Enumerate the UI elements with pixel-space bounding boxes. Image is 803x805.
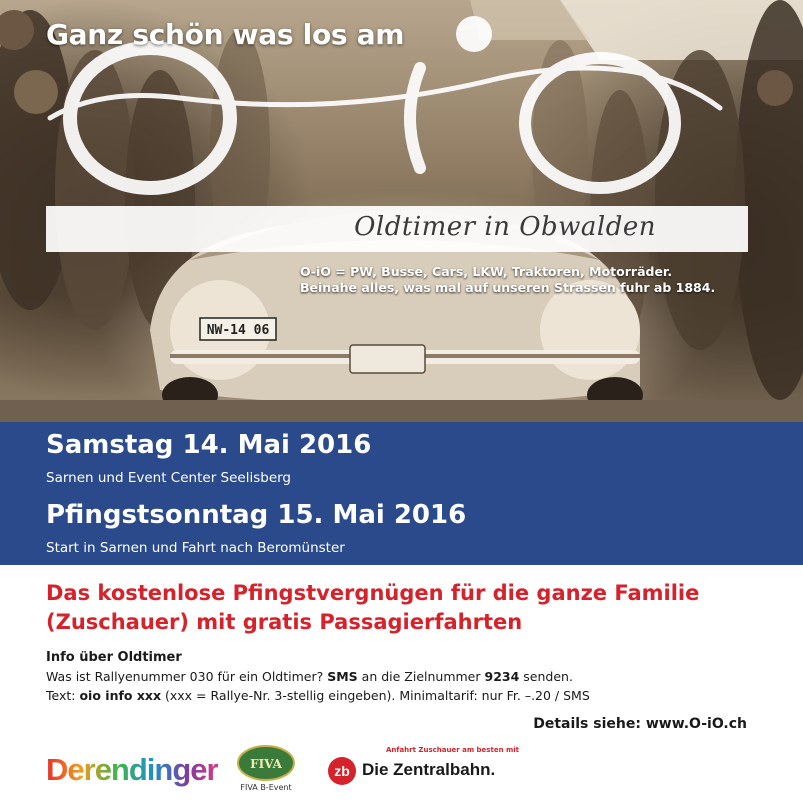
info-line-2-b: (xxx = Rallye-Nr. 3-stellig eingeben). Minimaltarif: nur Fr. –.20 / SMS	[161, 688, 590, 703]
promo-title	[46, 579, 786, 637]
zentralbahn-name: Die Zentralbahn.	[362, 760, 496, 779]
day1-location: Sarnen und Event Center Seelisberg	[46, 470, 292, 486]
promo-line-2: (Zuschauer) mit gratis Passagierfahrten	[46, 610, 523, 634]
zentralbahn-icon: zb	[328, 757, 356, 785]
info-line-1-a: Was ist Rallyenummer 030 für ein Oldtimer?	[46, 669, 328, 684]
info-sms: SMS	[327, 669, 358, 684]
subtitle: Oldtimer in Obwalden	[354, 212, 656, 242]
info-heading: Info über Oldtimer	[46, 650, 182, 665]
description-line-2: Beinahe alles, was mal auf unseren Strassen fuhr ab 1884.	[300, 280, 716, 295]
fiva-caption: FIVA B-Event	[240, 783, 292, 792]
schedule-band	[0, 422, 803, 565]
info-line-2-a: Text:	[46, 688, 80, 703]
description	[300, 264, 715, 296]
info-line-1-b: an die Zielnummer	[357, 669, 485, 684]
info-code: oio info xxx	[79, 688, 162, 703]
details-link[interactable]: Details siehe: www.O-iO.ch	[533, 716, 747, 732]
headline: Ganz schön was los am	[46, 18, 405, 51]
fiva-badge-icon	[236, 744, 296, 782]
description-line-1: O-iO = PW, Busse, Cars, LKW, Traktoren, Motorräder.	[300, 264, 673, 279]
day2-location: Start in Sarnen und Fahrt nach Beromünster	[46, 540, 345, 556]
promo-line-1: Das kostenlose Pfingstvergnügen für die ganze Familie	[46, 581, 700, 605]
info-line-2	[46, 688, 590, 703]
info-line-1	[46, 669, 573, 684]
zb-note: Anfahrt Zuschauer am besten mit	[386, 746, 520, 754]
day1-title: Samstag 14. Mai 2016	[46, 430, 372, 460]
license-plate-text: NW-14 06	[206, 323, 270, 338]
derendinger-logo: Derendinger	[46, 752, 218, 787]
info-line-1-c: senden.	[519, 669, 573, 684]
day2-title: Pfingstsonntag 15. Mai 2016	[46, 500, 467, 530]
subtitle-band	[46, 206, 748, 252]
fiva-badge-text: FIVA	[250, 757, 282, 771]
info-number: 9234	[484, 669, 520, 684]
